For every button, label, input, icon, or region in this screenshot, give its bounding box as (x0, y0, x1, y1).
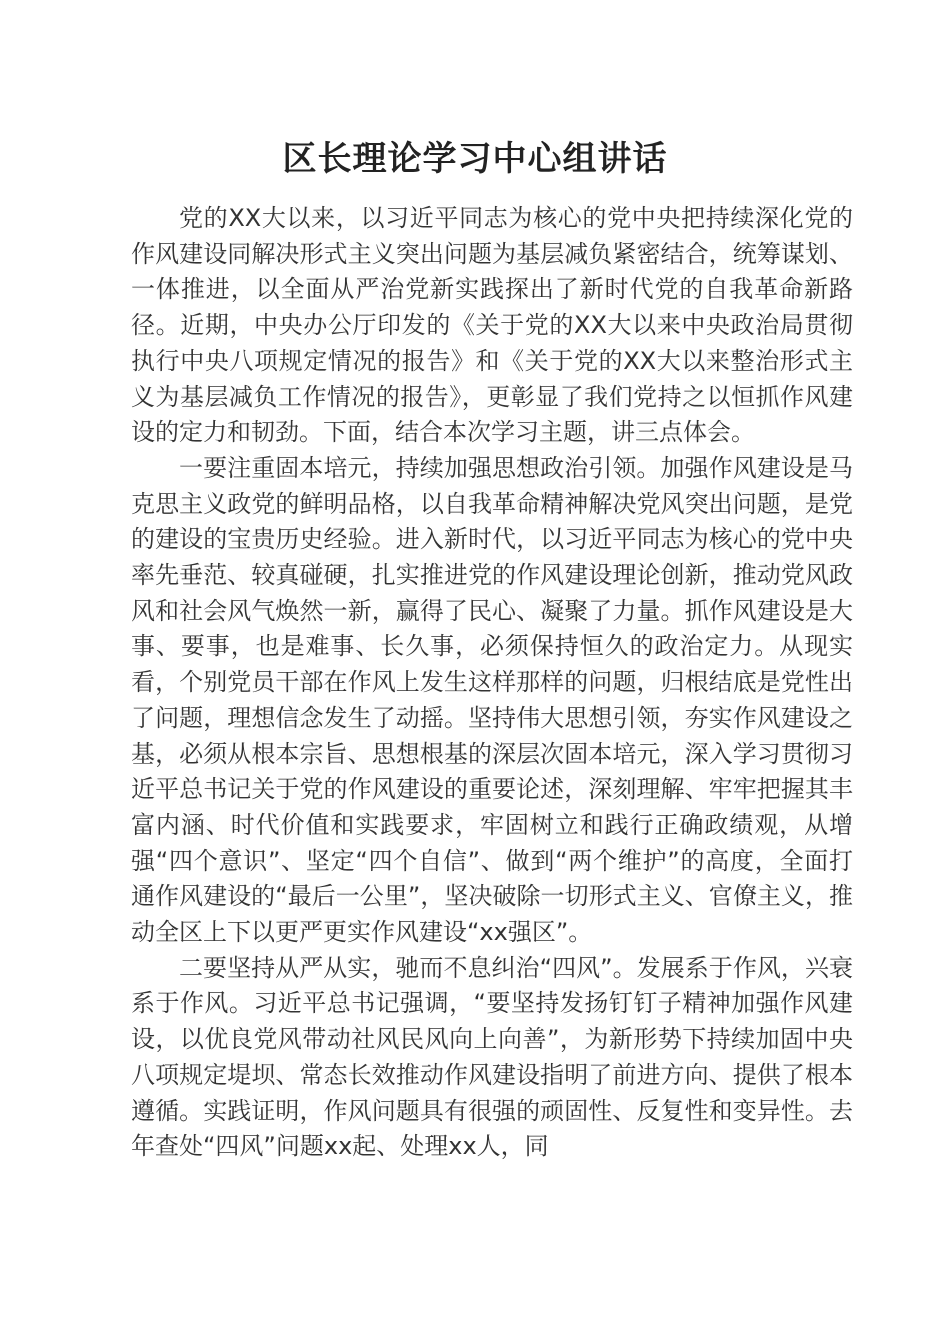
document-body (131, 201, 853, 1165)
paragraph-intro: 党的XX大以来，以习近平同志为核心的党中央把持续深化党的作风建设同解决形式主义突出问题为基层减负紧密结合，统筹谋划、一体推进，以全面从严治党新实践探出了新时代党的自我革命新路径。近期，中央办公厅印发的《关于党的XX大以来中央政治局贯彻执行中央八项规定情况的报告》和《关于党的XX大以来整治形式主义为基层减负工作情况的报告》，更彰显了我们党持之以恒抓作风建设的定力和韧劲。下面，结合本次学习主题，讲三点体会。 (131, 204, 853, 447)
paragraph-point-two: 二要坚持从严从实，驰而不息纠治“四风”。发展系于作风，兴衰系于作风。习近平总书记强调，“要坚持发扬钉钉子精神加强作风建设，以优良党风带动社风民风向上向善”，为新形势下持续加固中央八项规定堤坝、常态长效推动作风建设指明了前进方向、提供了根本遵循。实践证明，作风问题具有很强的顽固性、反复性和变异性。去年查处“四风”问题xx起、处理xx人，同 (131, 953, 853, 1161)
paragraph-point-one: 一要注重固本培元，持续加强思想政治引领。加强作风建设是马克思主义政党的鲜明品格，以自我革命精神解决党风突出问题，是党的建设的宝贵历史经验。进入新时代，以习近平同志为核心的党中央率先垂范、较真碰硬，扎实推进党的作风建设理论创新，推动党风政风和社会风气焕然一新，赢得了民心、凝聚了力量。抓作风建设是大事、要事，也是难事、长久事，必须保持恒久的政治定力。从现实看，个别党员干部在作风上发生这样那样的问题，归根结底是党性出了问题，理想信念发生了动摇。坚持伟大思想引领，夯实作风建设之基，必须从根本宗旨、思想根基的深层次固本培元，深入学习贯彻习近平总书记关于党的作风建设的重要论述，深刻理解、牢牢把握其丰富内涵、时代价值和实践要求，牢固树立和践行正确政绩观，从增强“四个意识”、坚定“四个自信”、做到“两个维护”的高度，全面打通作风建设的“最后一公里”，坚决破除一切形式主义、官僚主义，推动全区上下以更严更实作风建设“xx强区”。 (131, 453, 853, 947)
document-title: 区长理论学习中心组讲话 (282, 139, 668, 179)
